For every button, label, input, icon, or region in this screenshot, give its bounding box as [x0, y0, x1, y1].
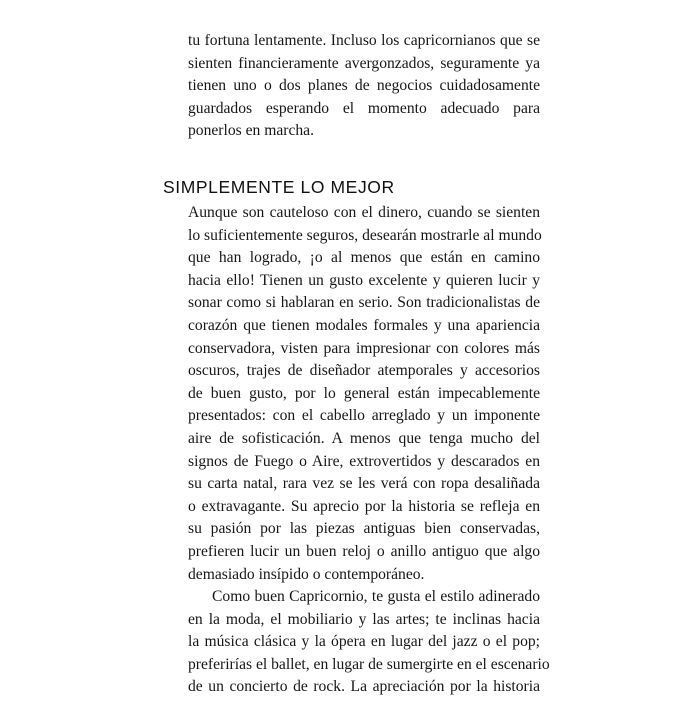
- text-line: ponerlos en marcha.: [188, 122, 314, 140]
- paragraph-1: [188, 202, 540, 586]
- text-line: lo suficientemente seguros, desearán mostrarle al mundo: [188, 226, 542, 244]
- text-line: en la moda, el mobiliario y las artes; te inclinas hacia: [188, 610, 540, 628]
- text-line: prefieren lucir un buen reloj o anillo antiguo que algo: [188, 542, 540, 560]
- text-line: o extravagante. Su aprecio por la historia se refleja en: [188, 497, 540, 515]
- text-line: demasiado insípido o contemporáneo.: [188, 565, 425, 583]
- text-line: signos de Fuego o Aire, extrovertidos y descarados en: [188, 452, 540, 470]
- text-line: presentados: con el cabello arreglado y un imponente: [188, 407, 540, 425]
- text-line: sienten financieramente avergonzados, seguramente ya: [188, 54, 540, 72]
- text-line: guardados esperando el momento adecuado para: [188, 99, 540, 117]
- text-line: hacia ello! Tienen un gusto excelente y quieren lucir y: [188, 271, 540, 289]
- text-line: de buen gusto, por lo general están impecablemente: [188, 384, 540, 402]
- text-line: Como buen Capricornio, te gusta el estilo adinerado: [212, 588, 540, 606]
- text-line: oscuros, trajes de diseñador atemporales y accesorios: [188, 362, 540, 380]
- section-body: [188, 202, 550, 699]
- text-line: su pasión por las piezas antiguas bien conservadas,: [188, 520, 540, 538]
- text-line: la música clásica y la ópera en lugar del jazz o el pop;: [188, 633, 540, 651]
- text-line: Aunque son cauteloso con el dinero, cuando se sienten: [188, 204, 540, 221]
- text-line: tu fortuna lentamente. Incluso los capricornianos que se: [188, 32, 540, 49]
- text-line: que han logrado, ¡o al menos que están en camino: [188, 249, 540, 267]
- text-line: preferirías el ballet, en lugar de sumergirte en el escenario: [188, 655, 550, 673]
- text-line: su carta natal, rara vez se les verá con ropa desaliñada: [188, 475, 540, 493]
- text-line: corazón que tienen modales formales y una apariencia: [188, 316, 540, 334]
- section-heading: SIMPLEMENTE LO MEJOR: [163, 177, 395, 197]
- paragraph-2: [188, 586, 550, 699]
- intro-paragraph: [188, 30, 540, 143]
- text-line: aire de sofisticación. A menos que tenga mucho del: [188, 429, 540, 447]
- text-line: sonar como si hablaran en serio. Son tradicionalistas de: [188, 294, 540, 312]
- text-line: tienen uno o dos planes de negocios cuidadosamente: [188, 77, 540, 95]
- text-line: de un concierto de rock. La apreciación por la historia: [188, 678, 540, 696]
- text-line: conservadora, visten para impresionar con colores más: [188, 339, 540, 357]
